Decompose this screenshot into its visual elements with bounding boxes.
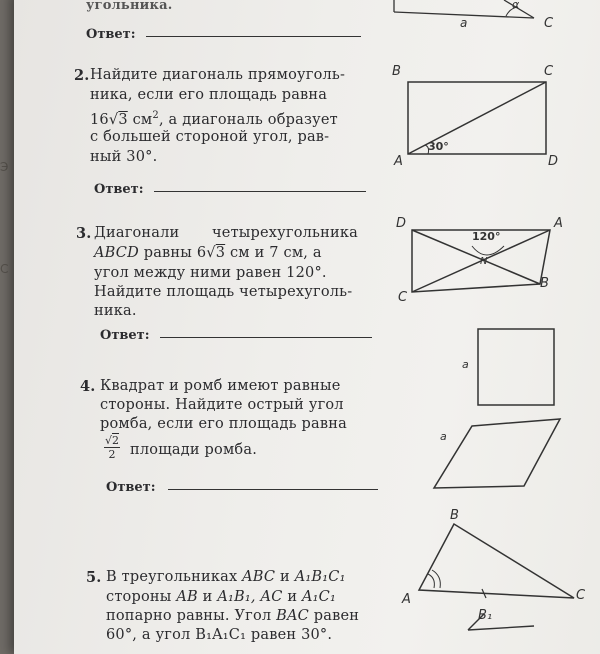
problem-3-line-2	[94, 244, 322, 263]
problem-3-line-3: угол между ними равен 120°.	[94, 265, 327, 281]
fig2-label-b: B	[392, 64, 401, 79]
problem-3-line-5: ника.	[94, 303, 137, 319]
problem-3-line-1a: Диагонали	[94, 225, 180, 241]
triangle-angle-arc-1	[428, 574, 434, 588]
problem-3-number: 3.	[76, 225, 92, 242]
problem-5-line-1	[106, 568, 346, 587]
p4-fraction-denominator: 2	[108, 448, 116, 461]
problem-3-line-4: Найдите площадь четырехуголь-	[94, 284, 353, 300]
fig3-label-n: N	[480, 256, 488, 267]
problem-3-line-1b: четырехугольника	[212, 225, 358, 241]
problem-2-line-1: Найдите диагональ прямоуголь-	[90, 67, 346, 83]
p5-l2-and: и	[202, 589, 213, 605]
p3-line2-rest: см и 7 см, а	[229, 245, 322, 261]
fig4-square-label-a: a	[462, 358, 469, 371]
p3-sqrt-radicand: 3	[215, 245, 226, 261]
previous-problem-tail: угольника.	[86, 0, 173, 13]
answer-line-3[interactable]	[160, 337, 372, 338]
margin-mark-1: Э	[0, 160, 9, 174]
fig5-label-a: A	[402, 592, 411, 607]
problem-5-number: 5.	[86, 569, 102, 586]
fig5-label-c: C	[576, 588, 586, 603]
answer-label-2: Ответ:	[94, 182, 144, 197]
answer-label-3: Ответ:	[100, 328, 150, 343]
problem-5-line-3	[106, 607, 359, 626]
p5-l3-pre: попарно равны. Угол	[106, 608, 272, 624]
answer-line-4[interactable]	[168, 489, 378, 490]
top-label-a: a	[460, 16, 468, 30]
p2-area-coefficient: 16	[90, 111, 109, 128]
fig2-angle-label: 30°	[428, 140, 449, 153]
problem-2-line-2: ника, если его площадь равна	[90, 87, 328, 103]
fig3-angle-label: 120°	[472, 230, 501, 243]
problem-4-line-3: ромба, если его площадь равна	[100, 416, 347, 432]
problem-4-number: 4.	[80, 378, 96, 395]
fig3-label-b: B	[540, 276, 549, 291]
p2-sqrt-sign: √	[108, 111, 119, 128]
fig2-label-c: C	[544, 64, 554, 79]
p5-a1c1: A₁C₁	[302, 589, 336, 605]
p5-l2-and2: и	[287, 589, 298, 605]
p5-bac: BAC	[276, 608, 309, 624]
answer-label-4: Ответ:	[106, 480, 156, 495]
fig3-label-d: D	[396, 216, 407, 231]
fig3-label-c: C	[398, 290, 408, 305]
p2-sqrt-radicand: 3	[118, 111, 128, 128]
square	[478, 329, 554, 405]
fig5-label-b: B	[450, 508, 459, 523]
problem-2-line-3	[90, 106, 338, 130]
p5-ac: AC	[260, 589, 283, 605]
p5-a1b1c1: A₁B₁C₁	[294, 569, 346, 585]
p2-unit-power: 2	[152, 110, 159, 121]
problem-4-line-1: Квадрат и ромб имеют равные	[100, 378, 341, 394]
p5-l1-and: и	[280, 569, 290, 585]
p5-a1b1: A₁B₁,	[217, 589, 256, 605]
fig4-rhombus-label-a: a	[440, 430, 447, 443]
triangle-abc	[419, 524, 574, 598]
p4-fraction	[104, 434, 120, 461]
problem-2-line-4: с большей стороной угол, рав-	[90, 129, 330, 145]
p5-abc: ABC	[242, 569, 276, 585]
p2-unit: см	[132, 111, 153, 128]
fig2-label-a: A	[394, 154, 403, 169]
top-label-c: C	[544, 16, 554, 31]
answer-label-1: Ответ:	[86, 27, 136, 42]
problem-5-line-2	[106, 588, 336, 607]
problem-5-line-4: 60°, а угол B₁A₁C₁ равен 30°.	[106, 627, 333, 643]
problem-4-line-4: площади ромба.	[130, 442, 258, 458]
angle-120-arc	[472, 246, 504, 255]
fig3-label-a: A	[554, 216, 563, 231]
margin-mark-2: С	[0, 262, 9, 276]
p4-fraction-numerator: √2	[104, 434, 119, 447]
p3-sqrt-sign: √	[206, 245, 216, 261]
p5-l1-pre: В треугольниках	[106, 569, 238, 585]
top-label-alpha: α	[512, 0, 520, 11]
p3-abcd: ABCD	[94, 245, 139, 261]
p5-l2-pre: стороны	[106, 589, 172, 605]
p3-equal-text: равны	[143, 245, 193, 261]
problem-2-number: 2.	[74, 67, 90, 84]
square-rhombus-figure	[434, 329, 560, 488]
fig2-label-d: D	[548, 154, 559, 169]
answer-line-2[interactable]	[154, 191, 366, 192]
fig5-label-b1: B₁	[478, 608, 493, 623]
triangle-abc-figure	[419, 524, 574, 630]
p3-n1: 6	[196, 245, 207, 261]
problem-4-line-2: стороны. Найдите острый угол	[100, 397, 344, 413]
p5-l3-post: равен	[313, 608, 360, 624]
p2-line3-rest: , а диагональ образует	[158, 111, 338, 128]
p5-ab: AB	[176, 589, 198, 605]
rhombus	[434, 419, 560, 488]
problem-2-line-5: ный 30°.	[90, 149, 158, 165]
triangle-2-edge	[468, 626, 534, 630]
textbook-page	[14, 0, 600, 654]
